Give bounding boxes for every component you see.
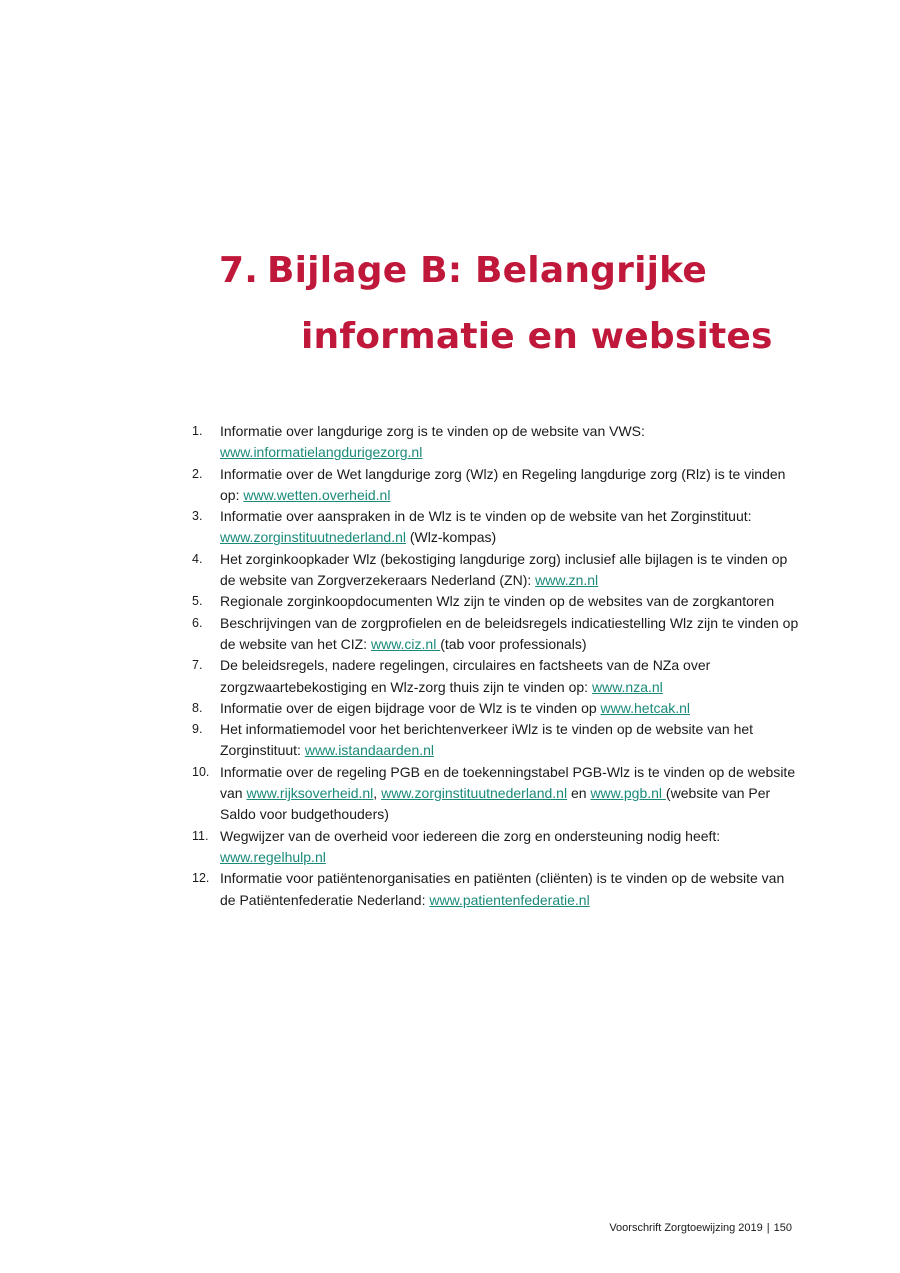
list-item-number: 10.	[192, 764, 210, 779]
list-item-number: 7.	[192, 658, 203, 673]
website-link[interactable]: www.zn.nl	[535, 572, 599, 589]
list-item-number: 8.	[192, 700, 203, 715]
list-item-text: Wegwijzer van de overheid voor iedereen die zorg en ondersteuning nodig heeft:	[220, 827, 721, 844]
list-item-text: Het informatiemodel voor het berichtenverkeer iWlz is te vinden op de website van het Zorginstituut:	[220, 721, 754, 759]
footer-document-title: Voorschrift Zorgtoewijzing 2019	[609, 1222, 763, 1234]
list-item-text: Regionale zorginkoopdocumenten Wlz zijn te vinden op de websites van de zorgkantoren	[220, 593, 775, 610]
list-item-number: 6.	[192, 615, 203, 630]
list-item-number: 3.	[192, 509, 203, 524]
list-item-number: 9.	[192, 722, 203, 737]
list-item	[192, 421, 802, 464]
list-item	[192, 464, 802, 507]
list-item-text: Informatie over de regeling PGB en de toekenningstabel PGB-Wlz is te vinden op de website van	[220, 763, 796, 802]
list-item	[192, 613, 802, 656]
website-link[interactable]: www.zorginstituutnederland.nl	[381, 785, 568, 802]
list-item-text: en	[567, 785, 591, 802]
list-item-number: 5.	[192, 594, 203, 609]
list-item	[192, 762, 802, 826]
list-item-text: De beleidsregels, nadere regelingen, circulaires en factsheets van de NZa over zorgzwaartebekostiging en Wlz-zorg thuis zijn te vinden op:	[220, 657, 711, 695]
list-item	[192, 549, 802, 592]
list-item	[192, 698, 802, 719]
website-link[interactable]: www.pgb.nl	[590, 785, 666, 802]
list-item	[192, 506, 802, 549]
list-item-number: 12.	[192, 871, 210, 886]
website-link[interactable]: www.regelhulp.nl	[220, 848, 326, 865]
chapter-number: 7.	[219, 250, 259, 291]
website-list	[192, 421, 802, 911]
website-link[interactable]: www.nza.nl	[591, 678, 663, 695]
list-item-text: (tab voor professionals)	[440, 635, 587, 652]
list-item-number: 4.	[192, 551, 203, 566]
website-link[interactable]: www.patientenfederatie.nl	[429, 891, 590, 908]
list-item	[192, 591, 802, 612]
list-item-text: Informatie over langdurige zorg is te vinden op de website van VWS:	[220, 423, 645, 439]
list-item	[192, 868, 802, 911]
list-item-text: Informatie voor patiëntenorganisaties en patiënten (cliënten) is te vinden op de website van de Patiëntenfederatie Nederland:	[220, 870, 785, 908]
footer-separator: |	[766, 1222, 770, 1234]
website-link[interactable]: www.rijksoverheid.nl	[246, 785, 374, 802]
list-item	[192, 719, 802, 762]
list-item-number: 1.	[192, 424, 203, 438]
list-item-text: Informatie over de Wet langdurige zorg (Wlz) en Regeling langdurige zorg (Rlz) is te vinden op:	[220, 465, 786, 503]
website-link[interactable]: www.istandaarden.nl	[304, 742, 435, 759]
list-item-text: Informatie over de eigen bijdrage voor de Wlz is te vinden op	[220, 699, 601, 716]
list-item-text: ,	[373, 785, 382, 802]
website-link[interactable]: www.zorginstituutnederland.nl	[220, 529, 406, 546]
page-number: 150	[773, 1222, 792, 1234]
list-item-text: Informatie over aanspraken in de Wlz is te vinden op de website van het Zorginstituut:	[220, 508, 752, 525]
list-item-number: 2.	[192, 466, 203, 481]
website-link[interactable]: www.wetten.overheid.nl	[243, 486, 391, 503]
chapter-heading	[219, 238, 819, 370]
website-link[interactable]: www.hetcak.nl	[600, 699, 691, 716]
list-item-number: 11.	[192, 828, 209, 843]
list-item-text: (Wlz-kompas)	[406, 529, 497, 546]
list-item	[192, 826, 802, 869]
chapter-title-line-1: Bijlage B: Belangrijke	[267, 250, 707, 291]
list-item-text: Het zorginkoopkader Wlz (bekostiging langdurige zorg) inclusief alle bijlagen is te vinden op de website van Zorgverzekeraars Nederland (ZN):	[220, 550, 788, 589]
list-item	[192, 655, 802, 698]
list-item-text: Beschrijvingen van de zorgprofielen en de beleidsregels indicatiestelling Wlz zijn te vinden op de website van het CIZ:	[220, 614, 799, 652]
website-link[interactable]: www.ciz.nl	[370, 635, 441, 652]
list-item-text: (website van Per Saldo voor budgethouders)	[220, 785, 771, 823]
page-footer	[609, 1222, 792, 1234]
website-link[interactable]: www.informatielangdurigezorg.nl	[220, 444, 423, 461]
chapter-title-line-2: informatie en websites	[301, 316, 773, 357]
